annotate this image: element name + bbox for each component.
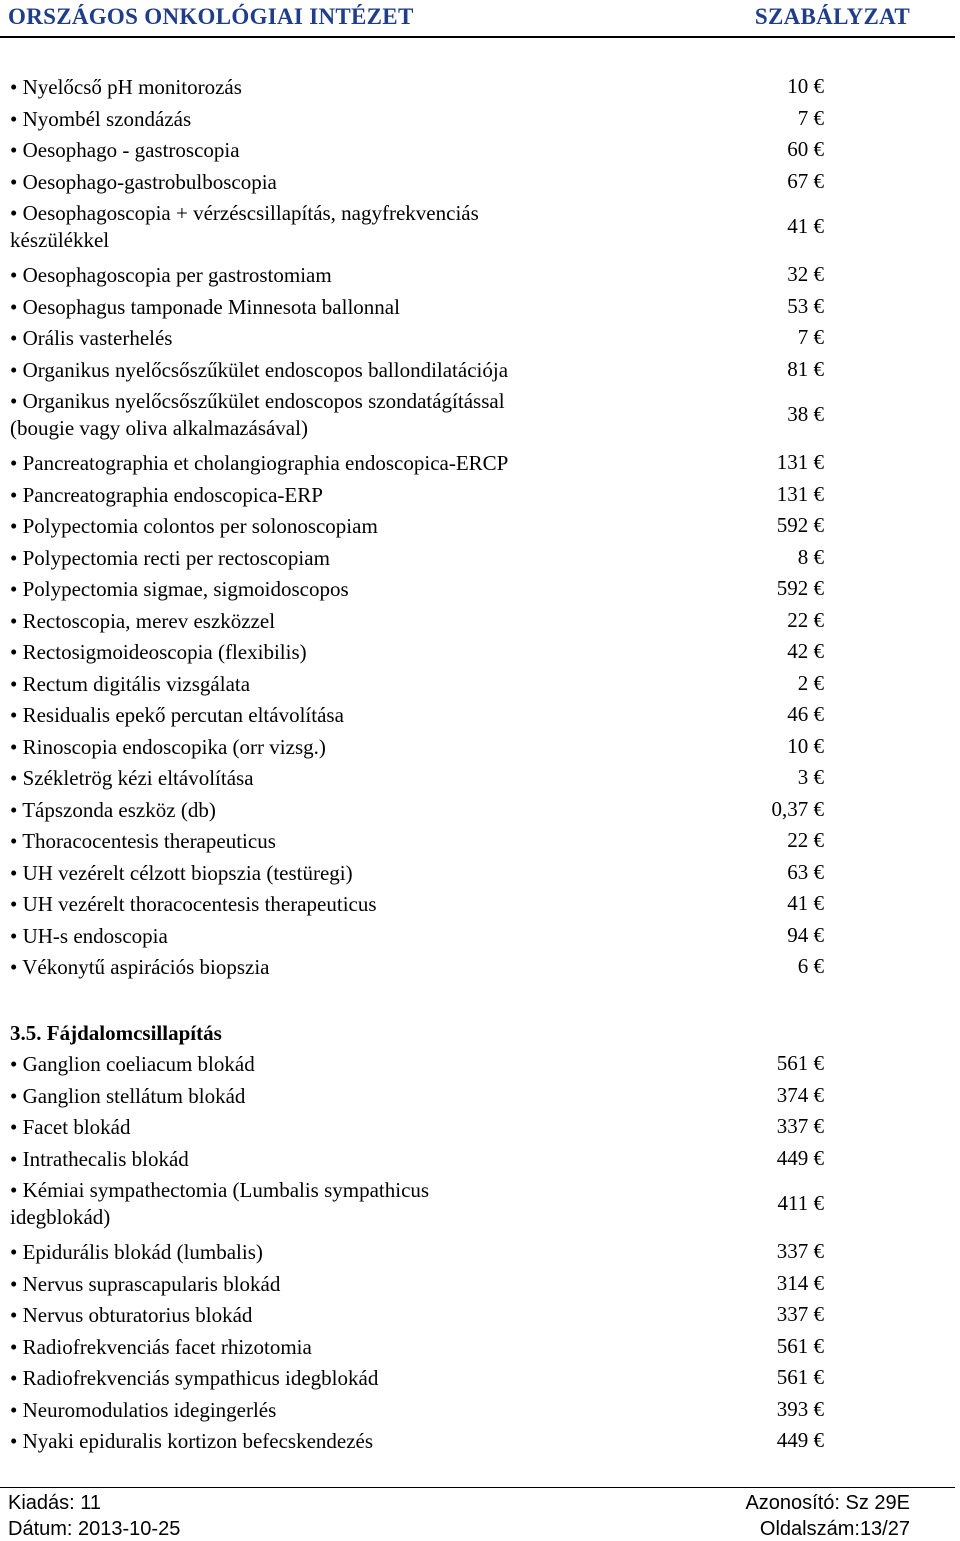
procedure-label-line: • Polypectomia sigmae, sigmoidoscopos [10, 577, 349, 601]
procedure-label-line: • Rinoscopia endoscopika (orr vizsg.) [10, 734, 326, 759]
procedure-label [10, 1177, 690, 1231]
procedure-label-line: • UH-s endoscopia [10, 923, 168, 948]
procedure-label [10, 671, 690, 698]
procedure-label-line: (bougie vagy oliva alkalmazásával) [10, 416, 308, 440]
procedure-label-line: • Orális vasterhelés [10, 326, 173, 350]
header-rule [0, 36, 955, 38]
procedure-label-line: • Nyaki epiduralis kortizon befecskendezés [10, 1429, 374, 1453]
price-value: 22 € [787, 828, 824, 852]
procedure-label-line: • Polypectomia colontos per solonoscopiam [10, 514, 378, 538]
procedure-label [10, 294, 690, 321]
footer-rule [0, 1487, 955, 1488]
procedure-label [10, 450, 690, 477]
procedure-label-line: • Organikus nyelőcsőszűkület endoscopos szondatágítással [10, 389, 505, 413]
price-value: 94 € [787, 922, 824, 947]
procedure-label-line: idegblokád) [10, 1205, 111, 1229]
price-value: 42 € [787, 639, 824, 663]
procedure-label [10, 608, 690, 635]
procedure-label [10, 1146, 690, 1173]
price-value: 63 € [787, 859, 824, 884]
price-value: 393 € [776, 1396, 824, 1421]
procedure-label-line: • Oesophagoscopia + vérzéscsillapítás, nagyfrekvenciás [10, 201, 479, 225]
procedure-label-line: • Radiofrekvenciás facet rhizotomia [10, 1334, 312, 1359]
procedure-label-line: • Ganglion coeliacum blokád [10, 1052, 255, 1076]
price-value: 592 € [776, 576, 824, 600]
footer-oldalszam-value: 13/27 [859, 1518, 910, 1540]
footer-oldalszam-label: Oldalszám: [759, 1518, 860, 1540]
procedure-label-line: • Oesophagoscopia per gastrostomiam [10, 263, 332, 287]
procedure-label-line: • Oesophago-gastrobulboscopia [10, 169, 277, 194]
price-value: 22 € [787, 607, 824, 632]
procedure-label-line: • Rectosigmoideoscopia (flexibilis) [10, 640, 307, 664]
procedure-label-line: • Intrathecalis blokád [10, 1146, 189, 1171]
price-value: 7 € [797, 325, 824, 349]
procedure-label-line: • Kémiai sympathectomia (Lumbalis sympathicus [10, 1178, 430, 1202]
procedure-label [10, 1239, 690, 1266]
procedure-label-line: • UH vezérelt thoracocentesis therapeuticus [10, 892, 377, 916]
price-value: 2 € [797, 670, 824, 695]
footer-kiadas: Kiadás: 11 [8, 1492, 102, 1514]
procedure-label [10, 325, 690, 352]
procedure-label [10, 1114, 690, 1141]
procedure-label-line: • Rectoscopia, merev eszközzel [10, 608, 276, 633]
procedure-label-line: készülékkel [10, 228, 110, 252]
institution-name: ORSZÁGOS ONKOLÓGIAI INTÉZET [8, 4, 414, 29]
procedure-label [10, 765, 690, 792]
footer-datum: Dátum: 2013-10-25 [8, 1518, 181, 1540]
price-value: 7 € [797, 105, 824, 130]
procedure-label [10, 1365, 690, 1392]
procedure-label [10, 1428, 690, 1455]
price-value: 561 € [776, 1051, 824, 1075]
price-value: 10 € [787, 733, 824, 758]
price-value: 6 € [797, 954, 824, 978]
price-value: 3 € [797, 765, 824, 789]
procedure-label [10, 200, 690, 254]
procedure-label [10, 357, 690, 384]
procedure-label-line: • Oesophago - gastroscopia [10, 138, 240, 162]
price-value: 67 € [787, 168, 824, 193]
procedure-label-line: • Nervus suprascapularis blokád [10, 1271, 281, 1296]
price-value: 449 € [776, 1145, 824, 1170]
price-value: 561 € [776, 1365, 824, 1389]
procedure-label [10, 734, 690, 761]
procedure-label-line: • Pancreatographia endoscopica-ERP [10, 482, 323, 507]
price-value: 10 € [787, 74, 824, 98]
footer-azonosito: Azonosító: Sz 29E [745, 1492, 910, 1514]
procedure-label-line: • Oesophagus tamponade Minnesota ballonnal [10, 294, 400, 319]
page-header [0, 0, 960, 36]
price-value: 374 € [776, 1082, 824, 1107]
procedure-label [10, 576, 690, 603]
procedure-label [10, 828, 690, 855]
price-value: 561 € [776, 1333, 824, 1358]
procedure-label-line: • Thoracocentesis therapeuticus [10, 829, 276, 853]
price-value: 32 € [787, 262, 824, 286]
procedure-label-line: • Nyelőcső pH monitorozás [10, 75, 242, 99]
procedure-label [10, 513, 690, 540]
procedure-label-line: • Székletrög kézi eltávolítása [10, 766, 254, 790]
procedure-label [10, 923, 690, 950]
procedure-label [10, 482, 690, 509]
procedure-label-line: • Pancreatographia et cholangiographia endoscopica-ERCP [10, 451, 509, 475]
footer-oldalszam [760, 1518, 910, 1541]
price-value: 0,37 € [771, 796, 824, 821]
procedure-label-line: • Radiofrekvenciás sympathicus idegblokád [10, 1366, 379, 1390]
procedure-label-line: • Rectum digitális vizsgálata [10, 671, 251, 696]
procedure-label [10, 639, 690, 666]
procedure-label [10, 262, 690, 289]
procedure-label [10, 1397, 690, 1424]
price-value: 60 € [787, 137, 824, 161]
price-value: 81 € [787, 356, 824, 381]
procedure-label [10, 137, 690, 164]
price-value: 38 € [787, 402, 824, 426]
procedure-label-line: • Nyombél szondázás [10, 106, 192, 131]
section-title: 3.5. Fájdalomcsillapítás [10, 1021, 222, 1045]
price-value: 131 € [776, 481, 824, 506]
price-value: 131 € [776, 450, 824, 474]
procedure-label-line: • Tápszonda eszköz (db) [10, 797, 216, 822]
price-value: 41 € [787, 891, 824, 915]
procedure-label [10, 1083, 690, 1110]
procedure-label [10, 545, 690, 572]
procedure-label-line: • Neuromodulatios idegingerlés [10, 1397, 277, 1422]
procedure-label [10, 1271, 690, 1298]
procedure-label [10, 797, 690, 824]
procedure-label [10, 169, 690, 196]
price-value: 337 € [776, 1239, 824, 1263]
procedure-label-line: • Facet blokád [10, 1115, 131, 1139]
procedure-label [10, 860, 690, 887]
procedure-label-line: • Epidurális blokád (lumbalis) [10, 1240, 263, 1264]
price-value: 46 € [787, 702, 824, 726]
price-value: 411 € [777, 1191, 824, 1215]
procedure-label [10, 702, 690, 729]
procedure-label [10, 1302, 690, 1329]
procedure-label-line: • Organikus nyelőcsőszűkület endoscopos ballondilatációja [10, 357, 509, 382]
price-value: 41 € [787, 214, 824, 238]
price-value: 337 € [776, 1302, 824, 1326]
procedure-label [10, 106, 690, 133]
price-value: 337 € [776, 1114, 824, 1138]
procedure-label [10, 1051, 690, 1078]
procedure-label [10, 74, 690, 101]
procedure-label-line: • Nervus obturatorius blokád [10, 1303, 253, 1327]
procedure-label-line: • UH vezérelt célzott biopszia (testüregi) [10, 860, 353, 885]
procedure-label [10, 1334, 690, 1361]
price-value: 53 € [787, 293, 824, 318]
price-value: 314 € [776, 1270, 824, 1295]
procedure-label-line: • Vékonytű aspirációs biopszia [10, 955, 270, 979]
procedure-label [10, 954, 690, 981]
procedure-label [10, 388, 690, 442]
price-value: 8 € [797, 544, 824, 569]
document-type: SZABÁLYZAT [754, 4, 910, 29]
procedure-label-line: • Polypectomia recti per rectoscopiam [10, 545, 330, 570]
procedure-label [10, 891, 690, 918]
price-value: 592 € [776, 513, 824, 537]
procedure-label-line: • Ganglion stellátum blokád [10, 1083, 246, 1108]
procedure-label-line: • Residualis epekő percutan eltávolítása [10, 703, 344, 727]
price-value: 449 € [776, 1428, 824, 1452]
